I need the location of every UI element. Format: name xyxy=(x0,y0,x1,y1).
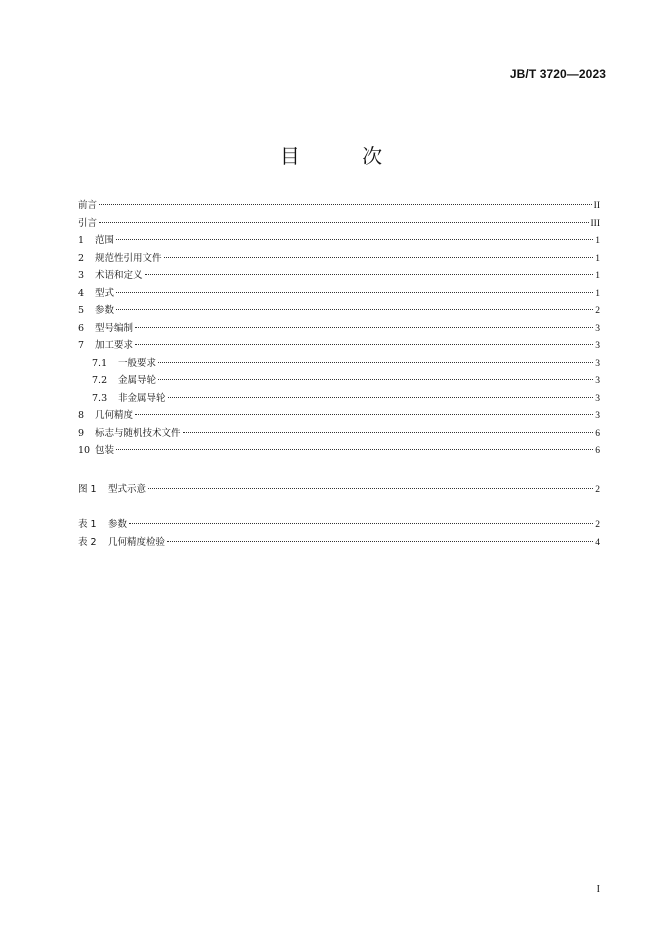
toc-entry-text: 术语和定义 xyxy=(95,270,143,281)
toc-page-ref: 2 xyxy=(595,306,600,316)
leader-dots xyxy=(116,449,593,450)
leader-dots xyxy=(183,432,594,433)
toc-entry-nonmetal-guide-wheel[interactable] xyxy=(78,390,600,408)
toc-entry-text: 加工要求 xyxy=(95,340,134,351)
toc-entry-text: 包装 xyxy=(95,445,115,456)
toc-entry-text: 范围 xyxy=(95,235,115,246)
toc-entry-number: 7.2 xyxy=(92,375,108,386)
table-number: 表 1 xyxy=(78,519,97,530)
toc-page-ref: 3 xyxy=(595,341,600,351)
toc-entry-text: 规范性引用文件 xyxy=(95,252,162,264)
toc-entry-text: 型式示意 xyxy=(108,484,147,495)
toc-page-ref: III xyxy=(590,218,600,229)
leader-dots xyxy=(168,397,594,398)
figure-list xyxy=(78,481,600,499)
page-title: 目 次 xyxy=(279,144,411,168)
toc-entry-text: 几何精度检验 xyxy=(108,536,166,548)
leader-dots xyxy=(148,488,593,489)
toc-page-ref: 3 xyxy=(595,323,600,334)
toc-entry-number: 9 xyxy=(78,427,85,439)
table-list xyxy=(78,516,600,551)
doc-number: JB/T 3720—2023 xyxy=(509,67,606,81)
leader-dots xyxy=(158,362,593,363)
toc-entry-text: 引言 xyxy=(78,217,98,229)
toc-page-ref: 1 xyxy=(595,236,600,246)
toc-entry-text: 参数 xyxy=(95,305,115,316)
leader-dots xyxy=(167,541,593,542)
toc-page-ref: 2 xyxy=(595,520,600,530)
toc-entry-text: 几何精度 xyxy=(95,410,134,421)
toc-page-ref: 3 xyxy=(595,411,600,421)
toc-entry-number: 6 xyxy=(78,322,85,334)
toc-entry-number: 3 xyxy=(78,270,85,281)
toc-entry-figure-1[interactable] xyxy=(78,481,600,499)
toc-entry-parameters[interactable] xyxy=(78,302,600,320)
toc-entry-number: 7.1 xyxy=(92,357,108,369)
leader-dots xyxy=(99,204,592,205)
toc-entry-text: 非金属导轮 xyxy=(118,392,166,404)
toc-entry-foreword[interactable] xyxy=(78,197,600,215)
page-number: I xyxy=(596,884,600,895)
toc-entry-machining-requirements[interactable] xyxy=(78,337,600,355)
toc-entry-text: 标志与随机技术文件 xyxy=(95,427,181,439)
toc-entry-table-2[interactable] xyxy=(78,534,600,552)
toc-list xyxy=(78,197,600,460)
leader-dots xyxy=(135,414,593,415)
toc-page-ref: 6 xyxy=(595,428,600,439)
toc-entry-text: 参数 xyxy=(108,519,128,530)
toc-page-ref: 1 xyxy=(595,271,600,281)
toc-entry-terms[interactable] xyxy=(78,267,600,285)
leader-dots xyxy=(135,344,593,345)
leader-dots xyxy=(99,222,588,223)
toc-entry-text: 前言 xyxy=(78,200,98,211)
leader-dots xyxy=(145,274,594,275)
leader-dots xyxy=(116,292,593,293)
toc-page-ref: 2 xyxy=(595,485,600,495)
toc-page-ref: 1 xyxy=(595,288,600,299)
toc-entry-number: 7.3 xyxy=(92,392,108,404)
toc-entry-introduction[interactable] xyxy=(78,215,600,233)
toc-entry-scope[interactable] xyxy=(78,232,600,250)
leader-dots xyxy=(129,523,593,524)
figure-number: 图 1 xyxy=(78,484,97,495)
toc-entry-number: 10 xyxy=(78,445,91,456)
toc-entry-general-requirements[interactable] xyxy=(78,355,600,373)
toc-entry-text: 金属导轮 xyxy=(118,375,157,386)
toc-page-ref: II xyxy=(593,201,600,211)
toc-entry-number: 8 xyxy=(78,410,85,421)
toc-page-ref: 4 xyxy=(595,537,600,548)
toc-page-ref: 1 xyxy=(595,253,600,264)
toc-entry-number: 7 xyxy=(78,340,85,351)
table-number: 表 2 xyxy=(78,536,97,548)
toc-entry-text: 一般要求 xyxy=(118,357,157,369)
leader-dots xyxy=(158,379,593,380)
toc-page-ref: 3 xyxy=(595,376,600,386)
toc-page-ref: 6 xyxy=(595,446,600,456)
toc-entry-number: 4 xyxy=(78,287,85,299)
toc-entry-text: 型号编制 xyxy=(95,322,134,334)
toc-entry-number: 5 xyxy=(78,305,85,316)
toc-entry-text: 型式 xyxy=(95,287,115,299)
toc-entry-number: 2 xyxy=(78,252,85,264)
leader-dots xyxy=(135,327,593,328)
leader-dots xyxy=(116,309,593,310)
leader-dots xyxy=(116,239,593,240)
toc-entry-number: 1 xyxy=(78,235,85,246)
toc-entry-types[interactable] xyxy=(78,285,600,303)
toc-entry-table-1[interactable] xyxy=(78,516,600,534)
toc-entry-geometric-accuracy[interactable] xyxy=(78,407,600,425)
toc-entry-packaging[interactable] xyxy=(78,442,600,460)
toc-entry-normative-references[interactable] xyxy=(78,250,600,268)
toc-page-ref: 3 xyxy=(595,393,600,404)
toc-page-ref: 3 xyxy=(595,358,600,369)
toc-entry-metal-guide-wheel[interactable] xyxy=(78,372,600,390)
toc-entry-model-designation[interactable] xyxy=(78,320,600,338)
leader-dots xyxy=(164,257,594,258)
toc-entry-marking-documents[interactable] xyxy=(78,425,600,443)
